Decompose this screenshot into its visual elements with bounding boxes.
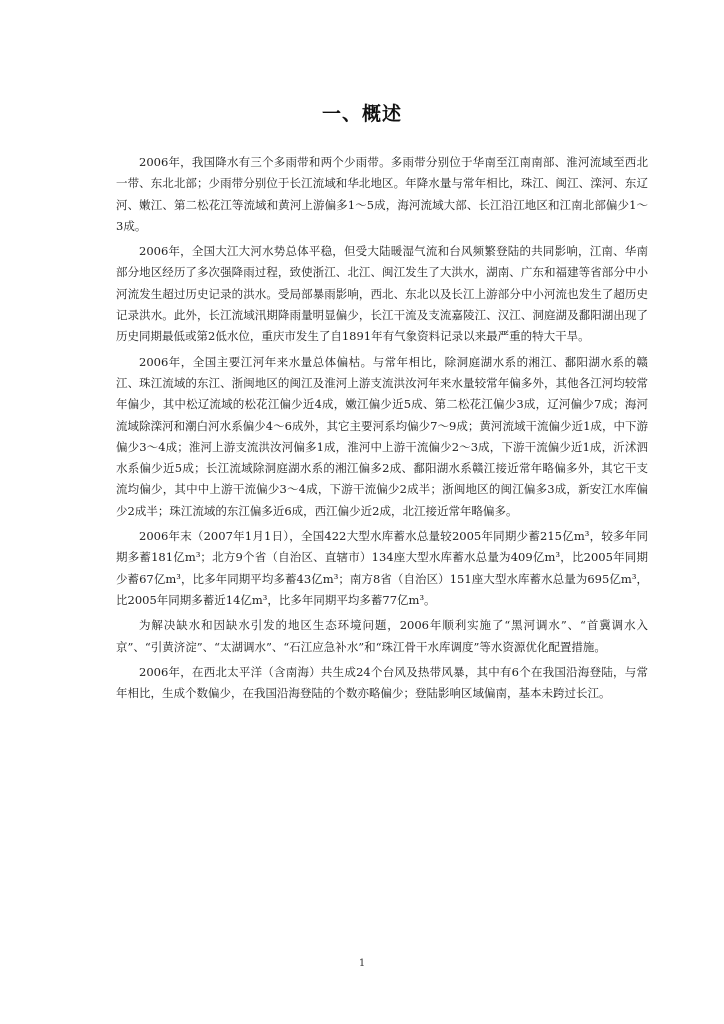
paragraph-runoff: 2006年，全国主要江河年来水量总体偏枯。与常年相比，除洞庭湖水系的湘江、鄱阳湖水系的赣江、珠江流域的东江、浙闽地区的闽江及淮河上游支流洪汝河年来水量较常年偏多外，其他各江河均较常年偏少，其中松辽流域的松花江偏少近4成，嫩江偏少近5成、第二松花江偏少3成，辽河偏少7成；海河流域除滦河和潮白河水系偏少4～6成外，其它主要河系均偏少7～9成；黄河流域干流偏少近1成，中下游偏少3～4成；淮河上游支流洪汝河偏多1成，淮河中上游干流偏少2～3成，下游干流偏少近1成，沂沭泗水系偏少近5成；长江流域除洞庭湖水系的湘江偏多2成、鄱阳湖水系赣江接近常年略偏多外，其它干支流均偏少，其中中上游干流偏少3～4成，下游干流偏少2成半；浙闽地区的闽江偏多3成，新安江水库偏少2成半；珠江流域的东江偏多近6成，西江偏少近2成，北江接近常年略偏多。 — [116, 354, 648, 518]
paragraph-water-transfer: 为解决缺水和因缺水引发的地区生态环境问题，2006年顺利实施了“黑河调水”、“首冀调水入京”、“引黄济淀”、“太湖调水”、“石江应急补水”和“珠江骨干水库调度”等水资源优化配置措施。 — [116, 618, 648, 654]
body-text — [116, 152, 648, 708]
paragraph-typhoons: 2006年，在西北太平洋（含南海）共生成24个台风及热带风暴，其中有6个在我国沿海登陆，与常年相比，生成个数偏少，在我国沿海登陆的个数亦略偏少；登陆影响区域偏南，基本未跨过长江。 — [116, 664, 648, 701]
paragraph-reservoir-storage: 2006年末（2007年1月1日），全国422大型水库蓄水总量较2005年同期少蓄215亿m³，较多年同期多蓄181亿m³；北方9个省（自治区、直辖市）134座大型水库蓄水总量为409亿m³，比2005年同期少蓄67亿m³，比多年同期平均多蓄43亿m³；南方8省（自治区）151座大型水库蓄水总量为695亿m³，比2005年同期多蓄近14亿m³，比多年同期平均多蓄77亿m³。 — [116, 529, 648, 607]
paragraph-flood-drought: 2006年，全国大江大河水势总体平稳，但受大陆暖湿气流和台风频繁登陆的共同影响，江南、华南部分地区经历了多次强降雨过程，致使浙江、北江、闽江发生了大洪水，湖南、广东和福建等省部分中小河流发生超过历史记录的洪水。受局部暴雨影响，西北、东北以及长江上游部分中小河流也发生了超历史记录洪水。此外，长江流域汛期降雨量明显偏少，长江干流及支流嘉陵江、汉江、洞庭湖及鄱阳湖出现了历史同期最低或第2低水位，重庆市发生了自1891年有气象资料记录以来最严重的特大干旱。 — [116, 244, 648, 344]
paragraph-precipitation: 2006年，我国降水有三个多雨带和两个少雨带。多雨带分别位于华南至江南南部、淮河流域至西北一带、东北北部；少雨带分别位于长江流域和华北地区。年降水量与常年相比，珠江、闽江、滦河、东辽河、嫩江、第二松花江等流域和黄河上游偏多1～5成，海河流域大部、长江沿江地区和江南北部偏少1～3成。 — [116, 155, 648, 233]
page-title: 一、概述 — [321, 102, 402, 125]
page-number: 1 — [358, 958, 366, 969]
